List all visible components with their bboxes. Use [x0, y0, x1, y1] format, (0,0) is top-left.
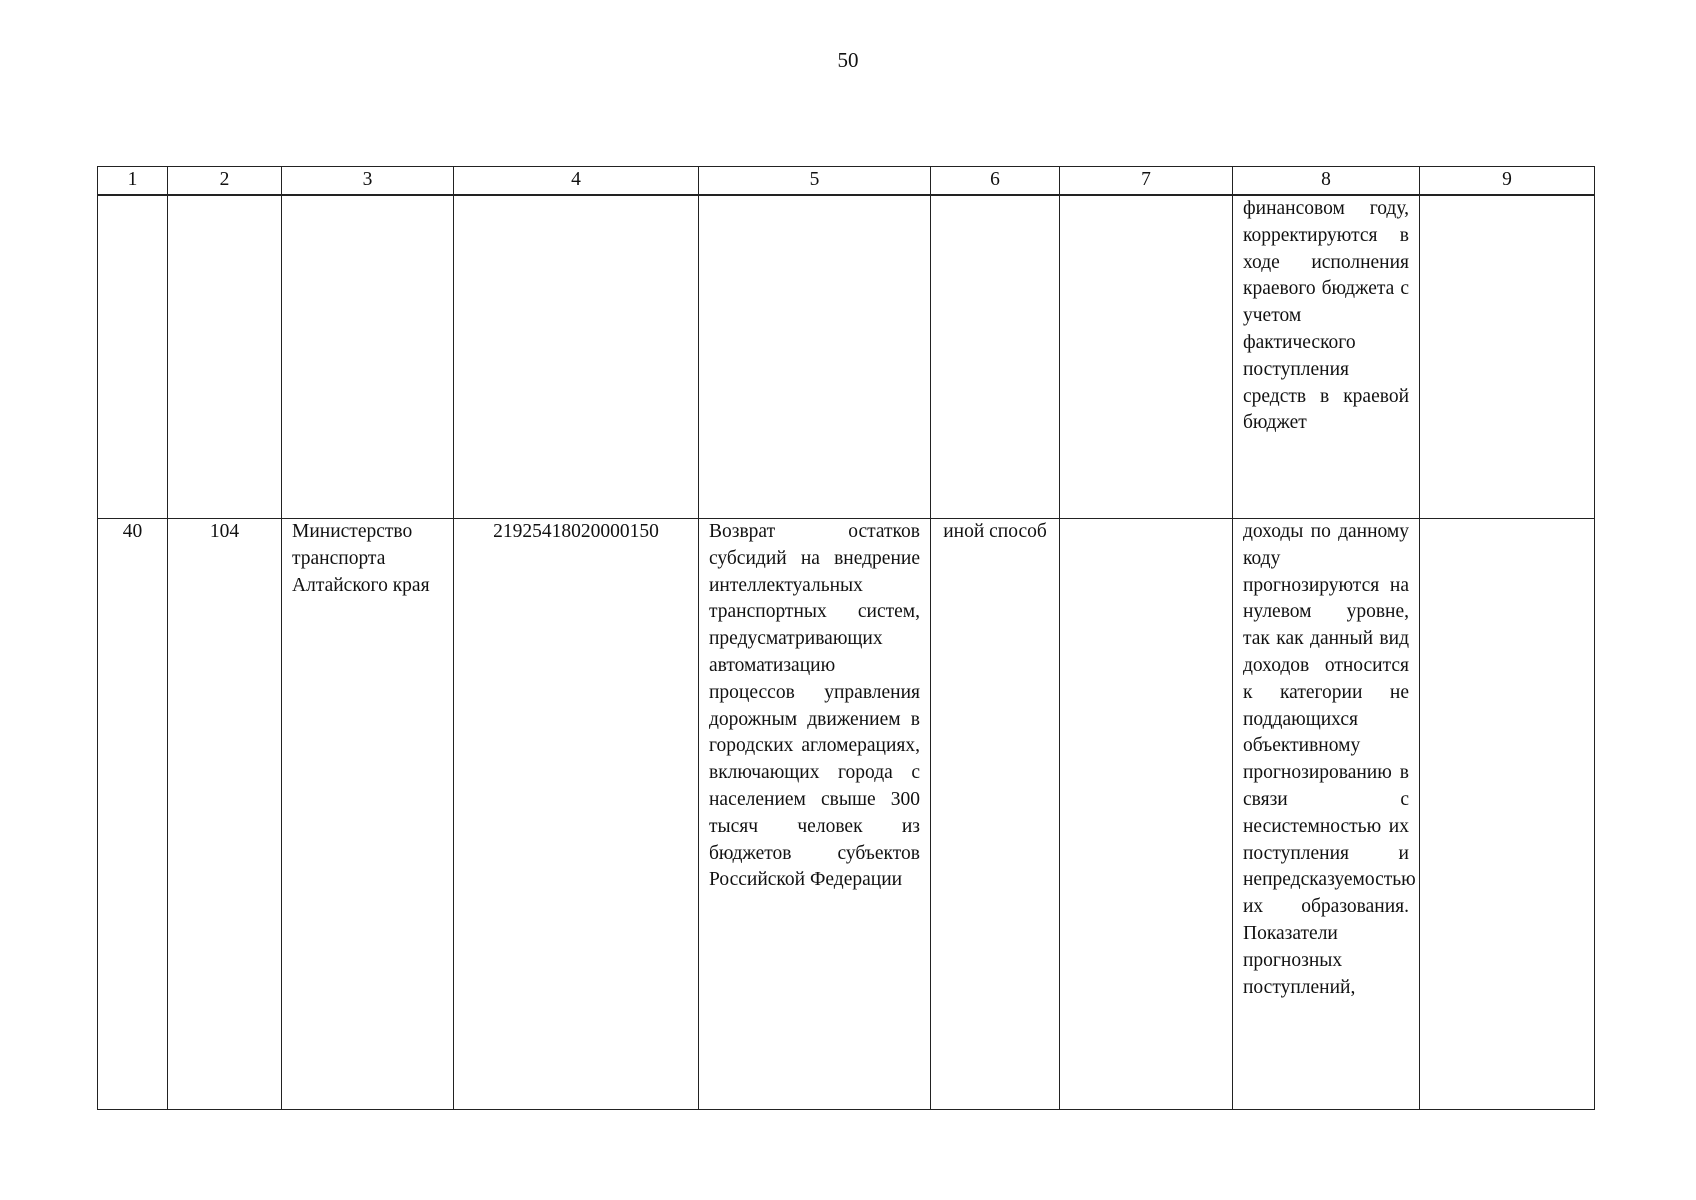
cell-forecast-description: доходы по данному коду прогнозируются на нулевом уровне, так как данный вид доходов относится к категории не поддающихся объективному прогнозированию в связи с несистемностью их поступления и непредсказуемостью их образования. Показатели прогнозных поступлений,: [1233, 519, 1420, 1110]
cell-empty: [282, 195, 454, 519]
table-row: [98, 519, 1595, 1110]
cell-empty: [931, 195, 1060, 519]
column-header-7: 7: [1060, 167, 1233, 196]
cell-empty: [168, 195, 282, 519]
cell-forecast-method-continued: финансовом году, корректируются в ходе исполнения краевого бюджета с учетом фактического поступления средств в краевой бюджет: [1233, 195, 1420, 519]
column-header-2: 2: [168, 167, 282, 196]
cell-empty: [699, 195, 931, 519]
page-number: 50: [837, 48, 859, 72]
cell-budget-classification-code: 21925418020000150: [454, 519, 699, 1110]
cell-note: [1420, 519, 1595, 1110]
column-header-3: 3: [282, 167, 454, 196]
column-header-6: 6: [931, 167, 1060, 196]
cell-formula: [1060, 519, 1233, 1110]
column-header-4: 4: [454, 167, 699, 196]
cell-empty: [98, 195, 168, 519]
cell-administrator-name: Министерство транспорта Алтайского края: [282, 519, 454, 1110]
column-header-9: 9: [1420, 167, 1595, 196]
cell-forecast-method: иной способ: [931, 519, 1060, 1110]
cell-empty: [454, 195, 699, 519]
column-number-header-row: [98, 167, 1595, 196]
column-header-1: 1: [98, 167, 168, 196]
column-header-5: 5: [699, 167, 931, 196]
table-row-continuation: [98, 195, 1595, 519]
revenue-forecast-table: [97, 166, 1595, 1110]
cell-administrator-code: 104: [168, 519, 282, 1110]
cell-row-number: 40: [98, 519, 168, 1110]
cell-empty: [1420, 195, 1595, 519]
cell-empty: [1060, 195, 1233, 519]
column-header-8: 8: [1233, 167, 1420, 196]
cell-revenue-name: Возврат остатков субсидий на внедрение интеллектуальных транспортных систем, предусматривающих автоматизацию процессов управления дорожным движением в городских агломерациях, включающих города с населением свыше 300 тысяч человек из бюджетов субъектов Российской Федерации: [699, 519, 931, 1110]
